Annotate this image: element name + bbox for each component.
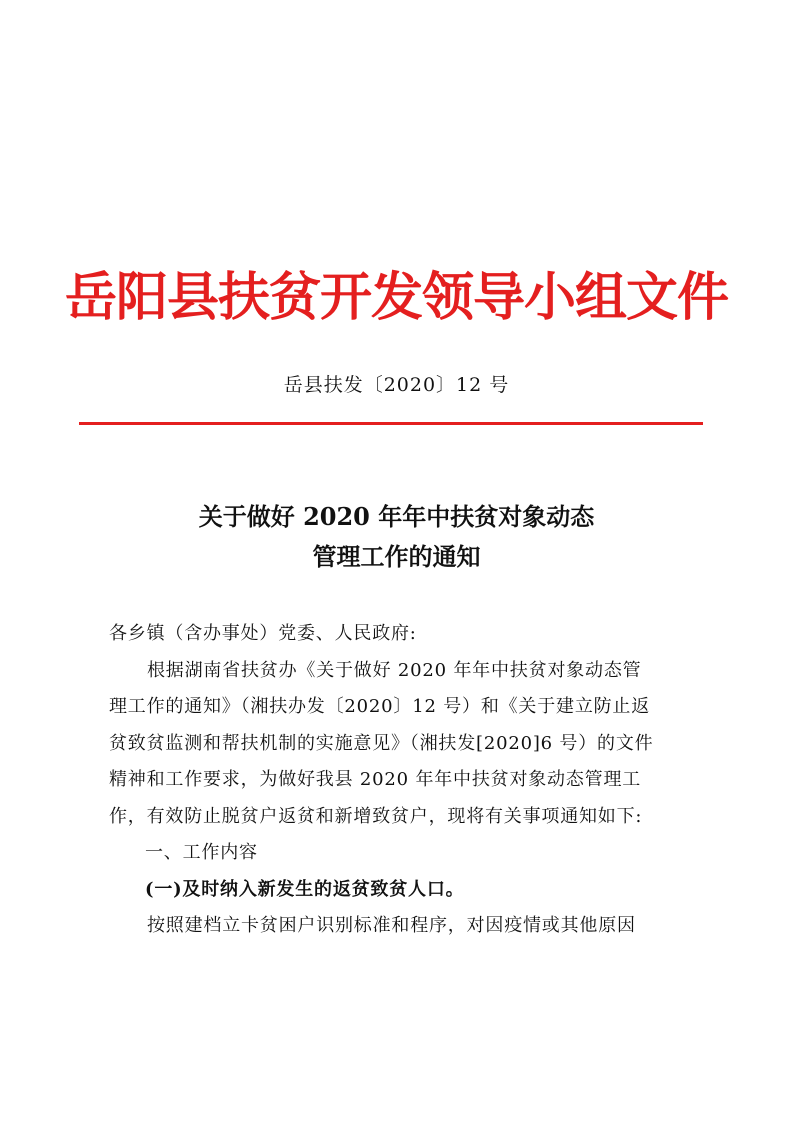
subsection-heading: (一)及时纳入新发生的返贫致贫人口。: [145, 878, 465, 900]
paragraph-1-line-3: 贫致贫监测和帮扶机制的实施意见》（湘扶发[2020]6 号）的文件: [109, 732, 654, 754]
red-divider-line: [79, 422, 703, 425]
document-body: [109, 616, 699, 945]
paragraph-1-line-1: 根据湖南省扶贫办《关于做好 2020 年年中扶贫对象动态管: [147, 659, 642, 681]
document-number: 岳县扶发〔2020〕12 号: [283, 374, 510, 396]
paragraph-1-line-2: 理工作的通知》（湘扶办发〔2020〕12 号）和《关于建立防止返: [109, 696, 651, 717]
issuing-authority-header: 岳阳县扶贫开发领导小组文件: [64, 267, 728, 328]
document-title-line-1: 关于做好 2020 年年中扶贫对象动态: [198, 502, 595, 531]
paragraph-1-line-5: 作，有效防止脱贫户返贫和新增致贫户，现将有关事项通知如下:: [109, 805, 643, 827]
document-title-line-2: 管理工作的通知: [312, 542, 481, 571]
section-heading: 一、工作内容: [145, 842, 258, 863]
document-title: [0, 497, 793, 577]
salutation: 各乡镇（含办事处）党委、人民政府:: [109, 623, 417, 644]
paragraph-2-line-1: 按照建档立卡贫困户识别标准和程序，对因疫情或其他原因: [147, 915, 636, 936]
paragraph-1-line-4: 精神和工作要求，为做好我县 2020 年年中扶贫对象动态管理工: [109, 769, 642, 790]
